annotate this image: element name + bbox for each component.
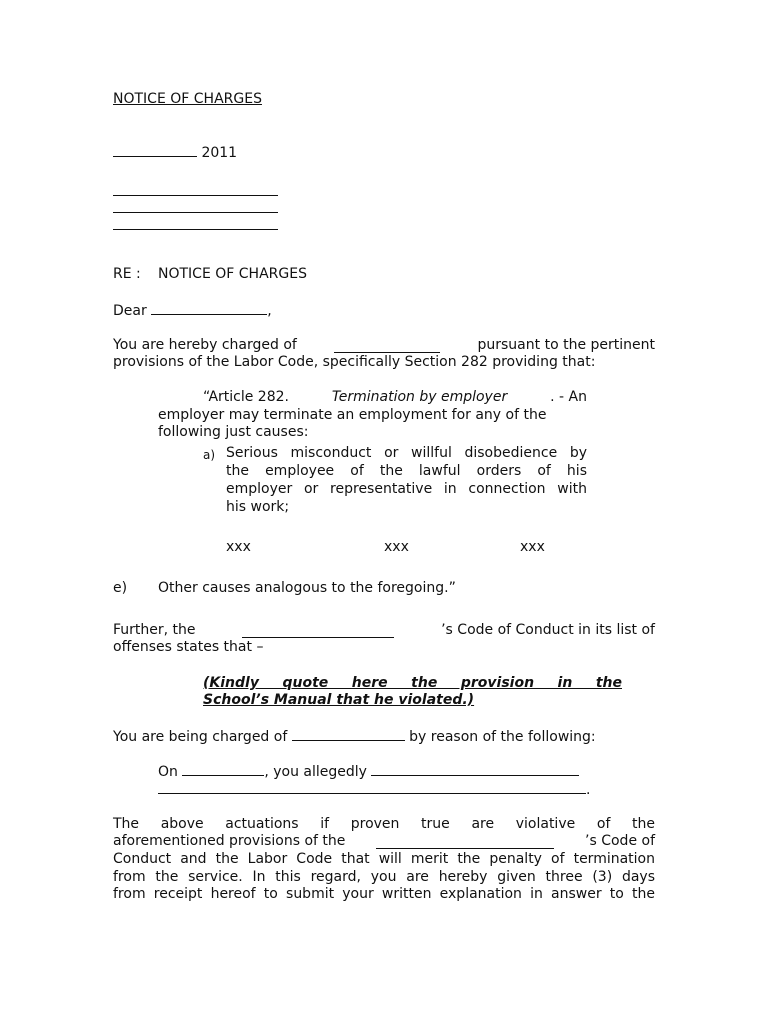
item-a-label: a) (203, 448, 216, 462)
charged-text-b: by reason of the following: (409, 729, 596, 745)
violation-line-4: from the service. In this regard, you are hereby given three (3) days (113, 869, 655, 885)
salutation-text: Dear (113, 303, 147, 319)
violation-line-2 (113, 833, 655, 851)
omission-marker-1: xxx (226, 539, 251, 555)
addressee-line-1 (113, 195, 278, 196)
charged-blank (292, 728, 405, 741)
charge-text-a: You are hereby charged of (113, 337, 297, 353)
charged-text-a: You are being charged of (113, 729, 288, 745)
charge-blank (334, 340, 440, 353)
violation-text-b: ’s Code of (585, 833, 655, 849)
further-text-a: Further, the (113, 622, 196, 638)
violation-blank (376, 836, 554, 849)
allegation-blank (371, 763, 579, 776)
violation-line-1: The above actuations if proven true are violative of the (113, 816, 655, 832)
quote-line-1 (203, 389, 587, 407)
allegation-line-2 (158, 781, 590, 800)
quote-heading: Termination by employer (331, 389, 508, 405)
item-a-line-1: Serious misconduct or willful disobedience by (226, 445, 587, 461)
charge-paragraph-line-1 (113, 337, 655, 355)
charge-text-b: pursuant to the pertinent (477, 337, 655, 353)
allegation-blank-2 (158, 781, 586, 794)
allegation-date-blank (182, 763, 264, 776)
further-text-b: ’s Code of Conduct in its list of (441, 622, 655, 638)
item-e-label: e) (113, 580, 128, 596)
quote-dash: . - An (550, 389, 587, 405)
violation-line-5: from receipt hereof to submit your written explanation in answer to the (113, 886, 655, 902)
allegation-on: On (158, 764, 178, 780)
quote-article: “Article 282. (203, 389, 289, 405)
item-a-line-3: employer or representative in connection with (226, 481, 587, 497)
salutation: Dear , (113, 303, 272, 319)
omission-marker-2: xxx (384, 539, 409, 555)
item-e-text: Other causes analogous to the foregoing.” (158, 580, 456, 596)
quote-line-3: following just causes: (158, 424, 309, 440)
re-label: RE : (113, 266, 141, 282)
date-blank (113, 144, 197, 157)
date-year: 2011 (201, 145, 238, 161)
re-subject: NOTICE OF CHARGES (158, 266, 307, 282)
further-line-1 (113, 622, 655, 640)
allegation-end: . (586, 782, 591, 798)
item-a-line-4: his work; (226, 499, 290, 515)
allegation-text: , you allegedly (264, 764, 367, 780)
quote-line-2: employer may terminate an employment for any of the (158, 407, 547, 423)
school-blank (242, 625, 394, 638)
violation-line-3: Conduct and the Labor Code that will merit the penalty of termination (113, 851, 655, 867)
addressee-line-2 (113, 212, 278, 213)
instruction-note-line-2: School’s Manual that he violated.) (203, 692, 475, 708)
charge-paragraph-line-2: provisions of the Labor Code, specifically Section 282 providing that: (113, 354, 596, 370)
instruction-note-line-1: (Kindly quote here the provision in the (203, 675, 622, 691)
further-line-2: offenses states that – (113, 639, 264, 655)
salutation-blank (151, 302, 267, 315)
allegation-line-1 (158, 763, 579, 782)
date-line (113, 144, 237, 163)
omission-marker-3: xxx (520, 539, 545, 555)
violation-text-a: aforementioned provisions of the (113, 833, 346, 849)
document-title: NOTICE OF CHARGES (113, 91, 262, 107)
addressee-line-3 (113, 229, 278, 230)
item-a-line-2: the employee of the lawful orders of his (226, 463, 587, 479)
charged-line (113, 728, 596, 747)
